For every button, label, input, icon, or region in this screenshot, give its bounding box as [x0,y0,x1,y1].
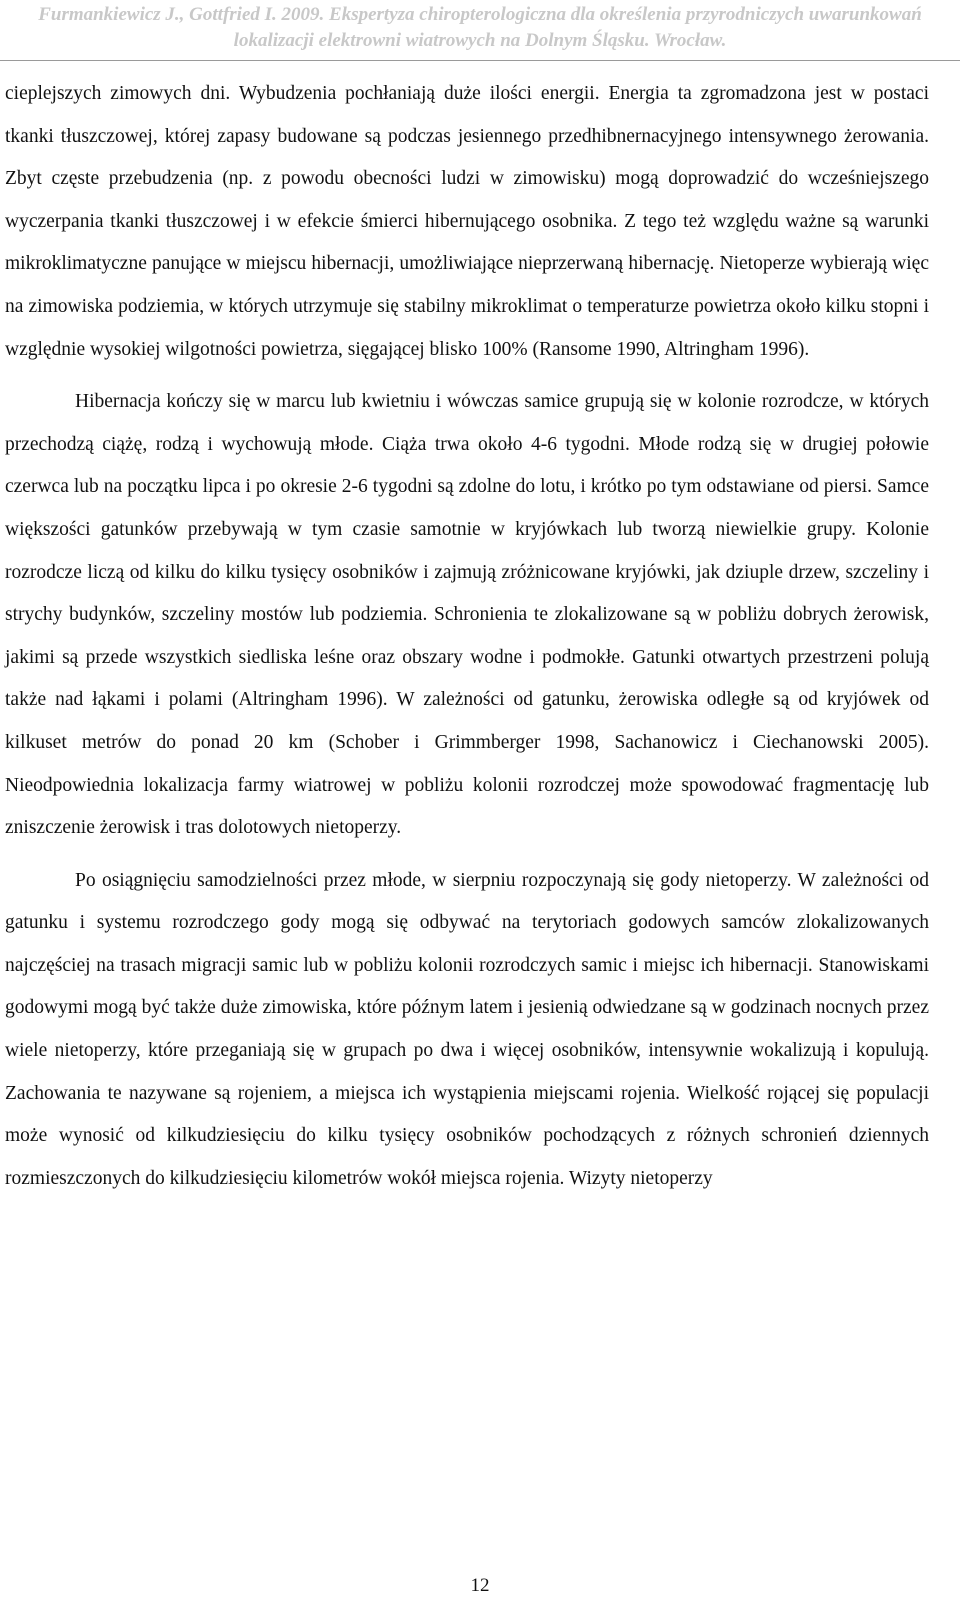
header-citation-line-1: Furmankiewicz J., Gottfried I. 2009. Ekspertyza chiropterologiczna dla określenia przyrodniczych uwarunkowań [38,4,922,25]
header-divider [0,60,960,61]
paragraph-mating-swarming: Po osiągnięciu samodzielności przez młode, w sierpniu rozpoczynają się gody nietoperzy. W zależności od gatunku i systemu rozrodczego gody mogą się odbywać na terytoriach godowych samców zlokalizowanych najczęściej na trasach migracji samic lub w pobliżu kolonii rozrodczych samic i miejsc ich hibernacji. Stanowiskami godowymi mogą być także duże zimowiska, które późnym latem i jesienią odwiedzane są w godzinach nocnych przez wiele nietoperzy, które przeganiają się w grupach po dwa i więcej osobników, intensywnie wokalizują i kopulują. Zachowania te nazywane są rojeniem, a miejsca ich wystąpienia miejscami rojenia. Wielkość rojącej się populacji może wynosić od kilkudziesięciu do kilku tysięcy osobników pochodzących z różnych schronień dziennych rozmieszczonych do kilkudziesięciu kilometrów wokół miejsca rojenia. Wizyty nietoperzy [5,869,929,1189]
document-body [5,73,929,1200]
header-citation-line-2: lokalizacji elektrowni wiatrowych na Dolnym Śląsku. Wrocław. [233,30,727,51]
paragraph-maternity-colonies: Hibernacja kończy się w marcu lub kwietniu i wówczas samice grupują się w kolonie rozrodcze, w których przechodzą ciążę, rodzą i wychowują młode. Ciąża trwa około 4-6 tygodni. Młode rodzą się w drugiej połowie czerwca lub na początku lipca i po okresie 2-6 tygodni są zdolne do lotu, i krótko po tym odstawiane od piersi. Samce większości gatunków przebywają w tym czasie samotnie w kryjówkach lub tworzą niewielkie grupy. Kolonie rozrodcze liczą od kilku do kilku tysięcy osobników i zajmują zróżnicowane kryjówki, jak dziuple drzew, szczeliny i strychy budynków, szczeliny mostów lub podziemia. Schronienia te zlokalizowane są w pobliżu dobrych żerowisk, jakimi są przede wszystkich siedliska leśne oraz obszary wodne i podmokłe. Gatunki otwartych przestrzeni polują także nad łąkami i polami (Altringham 1996). W zależności od gatunku, żerowiska odległe są od kryjówek od kilkuset metrów do ponad 20 km (Schober i Grimmberger 1998, Sachanowicz i Ciechanowski 2005). Nieodpowiednia lokalizacja farmy wiatrowej w pobliżu kolonii rozrodczej może spowodować fragmentację lub zniszczenie żerowisk i tras dolotowych nietoperzy. [5,391,929,839]
page-number: 12 [470,1575,490,1596]
paragraph-hibernation-continued: cieplejszych zimowych dni. Wybudzenia pochłaniają duże ilości energii. Energia ta zgromadzona jest w postaci tkanki tłuszczowej, której zapasy budowane są podczas jesiennego przedhibnernacyjnego intensywnego żerowania. Zbyt częste przebudzenia (np. z powodu obecności ludzi w zimowisku) mogą doprowadzić do wcześniejszego wyczerpania tkanki tłuszczowej i w efekcie śmierci hibernującego osobnika. Z tego też względu ważne są warunki mikroklimatyczne panujące w miejscu hibernacji, umożliwiające nieprzerwaną hibernację. Nietoperze wybierają więc na zimowiska podziemia, w których utrzymuje się stabilny mikroklimat o temperaturze powietrza około kilku stopni i względnie wysokiej wilgotności powietrza, sięgającej blisko 100% (Ransome 1990, Altringham 1996). [5,83,929,360]
running-header [0,0,960,54]
